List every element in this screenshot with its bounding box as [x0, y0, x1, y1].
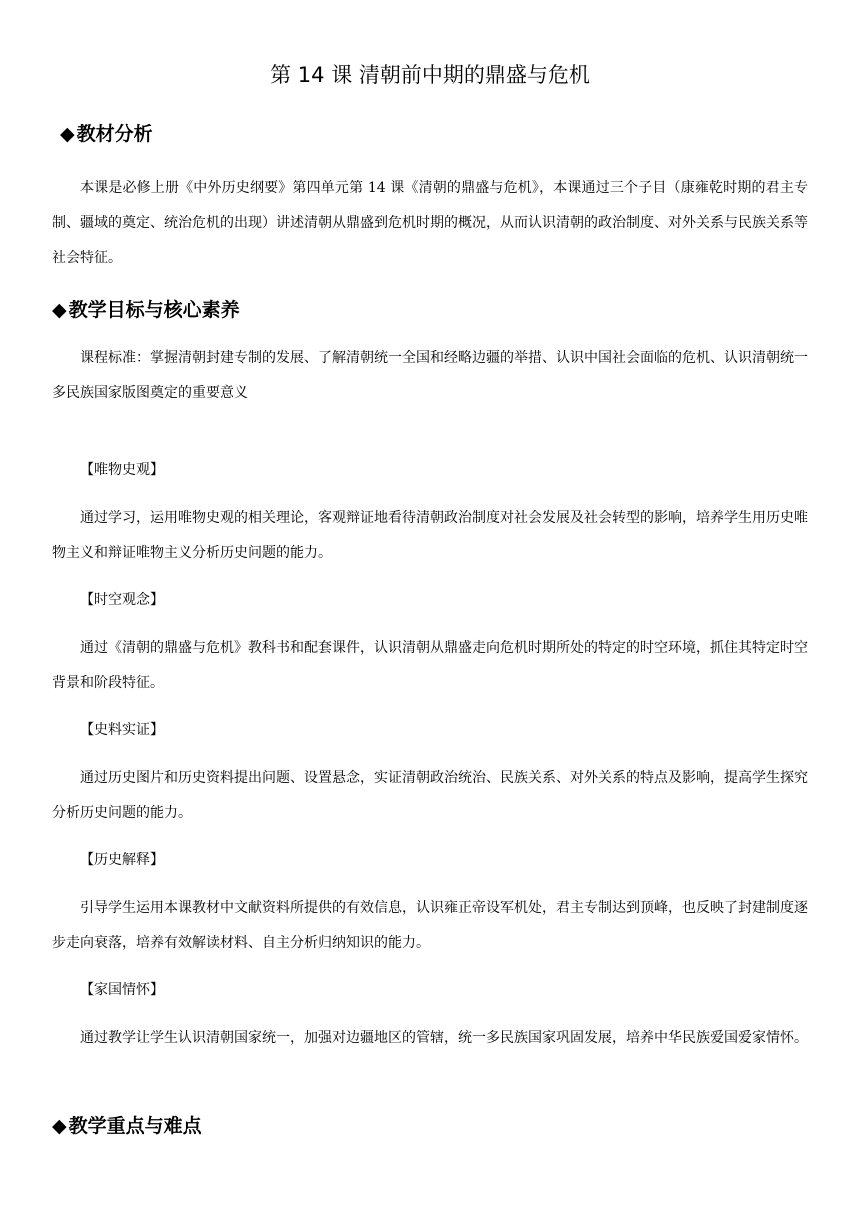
literacy-label-interpretation: 【历史解释】 — [80, 852, 164, 868]
literacy-label-materialism: 【唯物史观】 — [80, 462, 164, 478]
paragraph-evidence: 通过历史图片和历史资料提出问题、设置悬念，实证清朝政治统治、民族关系、对外关系的特点及影响，提高学生探究分析历史问题的能力。 — [52, 770, 808, 821]
section-heading-text: 教材分析 — [76, 123, 153, 145]
paragraph-materialism: 通过学习，运用唯物史观的相关理论，客观辩证地看待清朝政治制度对社会发展及社会转型的影响，培养学生用历史唯物主义和辩证唯物主义分析历史问题的能力。 — [52, 510, 808, 561]
section-heading-text: 教学目标与核心素养 — [68, 299, 240, 321]
literacy-label-spacetime: 【时空观念】 — [80, 592, 164, 608]
paragraph-spacetime: 通过《清朝的鼎盛与危机》教科书和配套课件，认识清朝从鼎盛走向危机时期所处的特定的时空环境，抓住其特定时空背景和阶段特征。 — [52, 640, 808, 691]
paragraph-curriculum-standard: 课程标准：掌握清朝封建专制的发展、了解清朝统一全国和经略边疆的举措、认识中国社会面临的危机、认识清朝统一多民族国家版图奠定的重要意义 — [52, 350, 808, 401]
literacy-label-evidence: 【史料实证】 — [80, 722, 164, 738]
literacy-label-patriotism: 【家国情怀】 — [80, 982, 164, 998]
section-heading-text: 教学重点与难点 — [68, 1115, 202, 1137]
paragraph-interpretation: 引导学生运用本课教材中文献资料所提供的有效信息，认识雍正帝设军机处，君主专制达到顶峰，也反映了封建制度逐步走向衰落，培养有效解读材料、自主分析归纳知识的能力。 — [52, 900, 808, 951]
paragraph-patriotism: 通过教学让学生认识清朝国家统一，加强对边疆地区的管辖，统一多民族国家巩固发展，培养中华民族爱国爱家情怀。 — [80, 1030, 808, 1046]
paragraph-textbook-analysis: 本课是必修上册《中外历史纲要》第四单元第 14 课《清朝的鼎盛与危机》，本课通过三个子目（康雍乾时期的君主专制、疆域的奠定、统治危机的出现）讲述清朝从鼎盛到危机时期的概况，从而认识清朝的政治制度、对外关系与民族关系等社会特征。 — [52, 180, 808, 266]
diamond-bullet-icon: ◆ — [52, 299, 67, 321]
diamond-bullet-icon: ◆ — [60, 123, 75, 145]
page-title: 第 14 课 清朝前中期的鼎盛与危机 — [270, 63, 590, 87]
diamond-bullet-icon: ◆ — [52, 1115, 67, 1137]
section-heading-objectives — [52, 296, 240, 324]
section-heading-textbook-analysis — [60, 120, 153, 148]
section-heading-key-points — [52, 1112, 202, 1140]
